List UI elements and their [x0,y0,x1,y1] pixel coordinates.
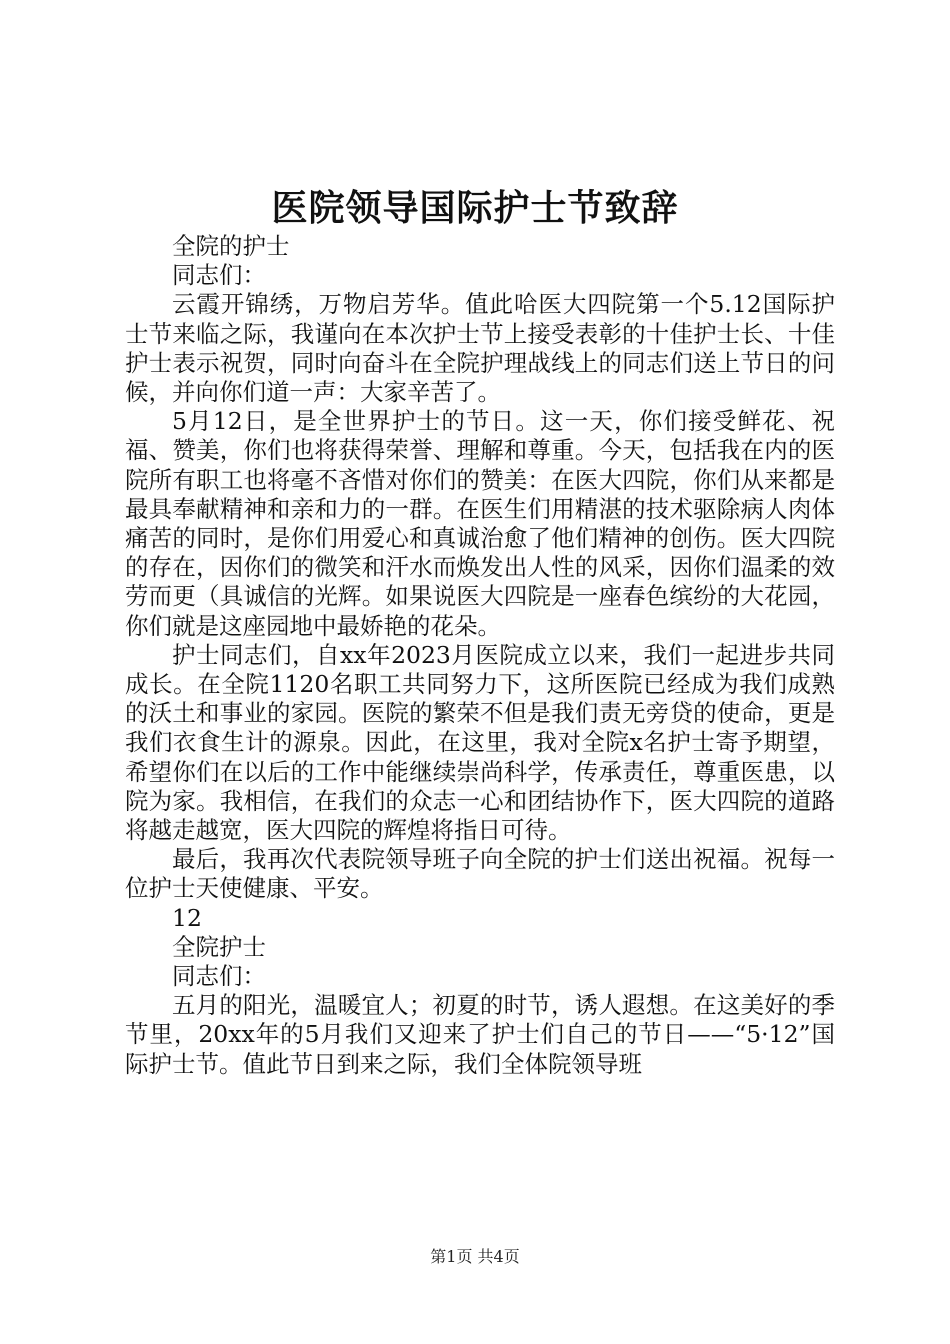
body-paragraph: 最后，我再次代表院领导班子向全院的护士们送出祝福。祝每一位护士天使健康、平安。 [125,845,835,903]
greeting-line: 同志们： [172,261,266,290]
document-body [125,232,835,1079]
number-line: 12 [172,903,202,932]
body-paragraph: 五月的阳光，温暖宜人；初夏的时节，诱人遐想。在这美好的季节里，20xx年的5月我们又迎来了护士们自己的节日——“5·12”国际护士节。值此节日到来之际，我们全体院领导班 [125,991,835,1078]
body-paragraph: 护士同志们，自xx年2023月医院成立以来，我们一起进步共同成长。在全院1120名职工共同努力下，这所医院已经成为我们成熟的沃土和事业的家园。医院的繁荣不但是我们责无旁贷的使命，更是我们衣食生计的源泉。因此，在这里，我对全院x名护士寄予期望，希望你们在以后的工作中能继续崇尚科学，传承责任，尊重医患，以院为家。我相信，在我们的众志一心和团结协作下，医大四院的道路将越走越宽，医大四院的辉煌将指日可待。 [125,640,835,845]
body-paragraph: 云霞开锦绣，万物启芳华。值此哈医大四院第一个5.12国际护士节来临之际，我谨向在本次护士节上接受表彰的十佳护士长、十佳护士表示祝贺，同时向奋斗在全院护理战线上的同志们送上节日的问候，并向你们道一声：大家辛苦了。 [125,290,835,407]
greeting-line: 同志们： [172,962,266,991]
document-title: 医院领导国际护士节致辞 [271,187,679,229]
salutation-line: 全院护士 [172,932,266,961]
salutation-line: 全院的护士 [172,232,290,260]
page-footer: 第1页 共4页 [430,1247,520,1266]
body-paragraph: 5月12日，是全世界护士的节日。这一天，你们接受鲜花、祝福、赞美，你们也将获得荣誉、理解和尊重。今天，包括我在内的医院所有职工也将毫不吝惜对你们的赞美：在医大四院，你们从来都是最具奉献精神和亲和力的一群。在医生们用精湛的技术驱除病人肉体痛苦的同时，是你们用爱心和真诚治愈了他们精神的创伤。医大四院的存在，因你们的微笑和汗水而焕发出人性的风采，因你们温柔的效劳而更（具诚信的光辉。如果说医大四院是一座春色缤纷的大花园，你们就是这座园地中最娇艳的花朵。 [125,407,835,640]
